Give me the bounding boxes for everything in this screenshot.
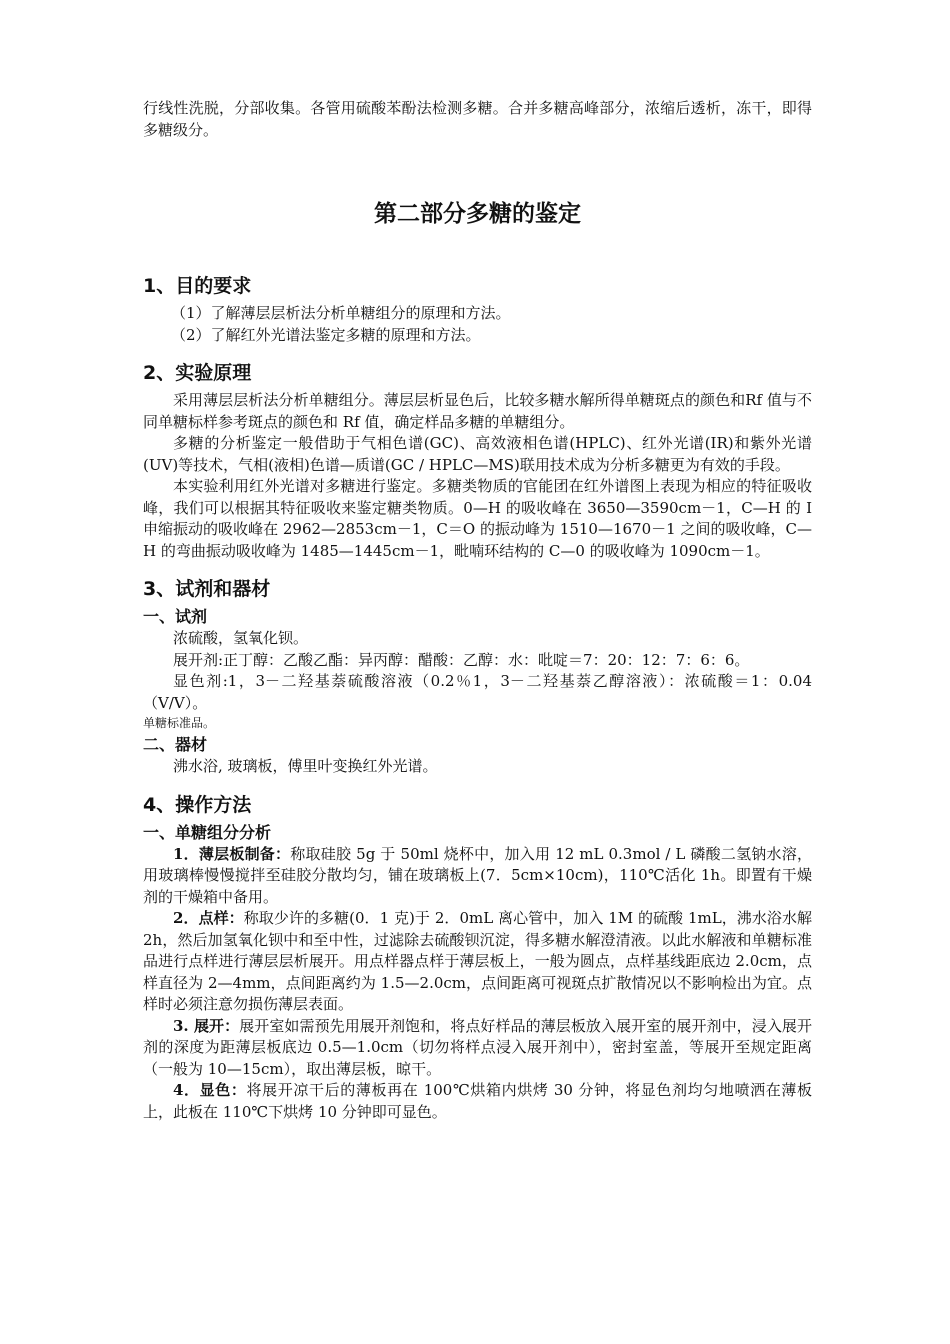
objective-item-1: （1）了解薄层层析法分析单糖组分的原理和方法。 (171, 304, 511, 322)
step-text: 展开室如需预先用展开剂饱和，将点好样品的薄层板放入展开室的展开剂中，浸入展开剂的深度为距薄层板底边 0.5—1.0cm（切勿将样点浸入展开剂中），密封室盖，等展开至规定距离（一般为 10—15cm），取出薄层板，晾干。 (143, 1016, 812, 1078)
step-text: 将展开凉干后的薄板再在 100℃烘箱内烘烤 30 分钟，将显色剂均匀地喷洒在薄板上，此板在 110℃下烘烤 10 分钟即可显色。 (143, 1081, 812, 1121)
step-label: 2．点样： (173, 909, 244, 927)
step-label: 4．显色： (173, 1081, 247, 1099)
section-heading-principle: 2、实验原理 (143, 362, 252, 384)
section-heading-materials: 3、试剂和器材 (143, 578, 271, 600)
subheading-equipment: 二、器材 (143, 735, 208, 754)
section-heading-procedure: 4、操作方法 (143, 793, 252, 816)
step-label: 1．薄层板制备： (173, 844, 291, 863)
procedure-step-1 (143, 844, 812, 909)
step-text: 称取硅胶 5g 于 50ml 烧杯中，加入用 12 mL 0.3mol / L 磷酸二氢钠水溶，用玻璃棒慢慢搅拌至硅胶分散均匀，铺在玻璃板上(7．5cm×10cm)，110℃活化 1h。即置有干燥剂的干燥箱中备用。 (143, 844, 812, 906)
principle-paragraph-3: 本实验利用红外光谱对多糖进行鉴定。多糖类物质的官能团在红外谱图上表现为相应的特征吸收峰，我们可以根据其特征吸收来鉴定糖类物质。0—H 的吸收峰在 3650—3590cm－1，C—H 的 I 申缩振动的吸收峰在 2962—2853cm－1，C＝O 的振动峰为 1510—1670－1 之间的吸收峰，C—H 的弯曲振动吸收峰为 1485—1445cm－1，毗喃环结构的 C—0 的吸收峰为 1090cm－1。 (143, 477, 812, 560)
procedure-step-4 (143, 1080, 812, 1123)
principle-paragraph-1: 采用薄层层析法分析单糖组分。薄层层析显色后，比较多糖水解所得单糖斑点的颜色和Rf 值与不同单糖标样参考斑点的颜色和 Rf 值，确定样品多糖的单糖组分。 (143, 391, 812, 431)
reagent-line-1: 浓硫酸，氢氧化钡。 (173, 629, 309, 647)
procedure-step-2 (143, 908, 812, 1016)
subheading-reagents: 一、试剂 (143, 607, 208, 626)
section-heading-objectives: 1、目的要求 (143, 275, 252, 297)
equipment-line: 沸水浴, 玻璃板，傅里叶变换红外光谱。 (173, 757, 438, 775)
step-label: 3. 展开： (173, 1016, 240, 1035)
objective-item-2: （2）了解红外光谱法鉴定多糖的原理和方法。 (171, 325, 481, 344)
step-text: 称取少许的多糖(0．1 克)于 2．0mL 离心管中，加入 1M 的硫酸 1mL，沸水浴水解 2h，然后加氢氧化钡中和至中性，过滤除去硫酸钡沉淀，得多糖水解澄清液。以此水解液和单糖标准品进行点样进行薄层层析展开。用点样器点样于薄层板上，一般为圆点，点样基线距底边 2.0cm，点样直径为 2—4mm，点间距离约为 1.5—2.0cm，点间距离可视斑点扩散情况以不影响检出为宜。点样时必须注意勿损伤薄层表面。 (143, 909, 812, 1013)
reagent-line-3: 显色剂:1，3－二羟基萘硫酸溶液（0.2％1，3－二羟基萘乙醇溶液）：浓硫酸＝1：0.04（V/V）。 (143, 672, 812, 712)
page-title: 第二部分多糖的鉴定 (374, 201, 581, 227)
reagent-line-4: 单糖标准品。 (143, 716, 216, 730)
reagent-line-2: 展开剂:正丁醇：乙酸乙酯：异丙醇：醋酸：乙醇：水：吡啶＝7：20：12：7：6：6。 (173, 650, 750, 669)
principle-paragraph-2: 多糖的分析鉴定一般借助于气相色谱(GC)、高效液相色谱(HPLC)、红外光谱(IR)和紫外光谱(UV)等技术，气相(液相)色谱—质谱(GC / HPLC—MS)联用技术成为分析多糖更为有效的手段。 (143, 434, 812, 474)
intro-paragraph: 行线性洗脱，分部收集。各管用硫酸苯酚法检测多糖。合并多糖高峰部分，浓缩后透析，冻干，即得多糖级分。 (143, 99, 812, 139)
subheading-monosaccharide-analysis: 一、单糖组分分析 (143, 822, 272, 842)
procedure-step-3 (143, 1016, 812, 1081)
